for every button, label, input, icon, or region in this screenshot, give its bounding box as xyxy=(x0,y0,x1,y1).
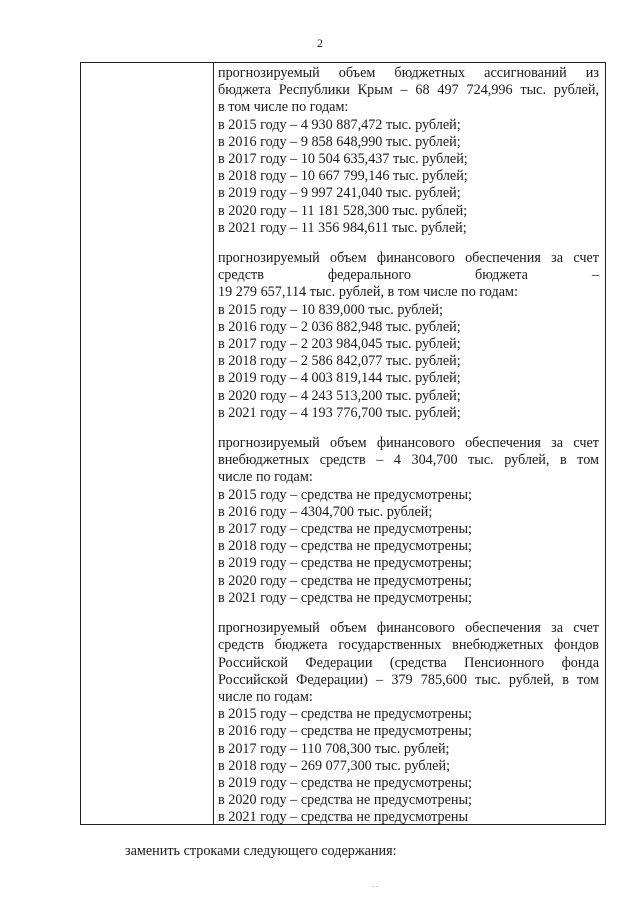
text-line: 19 279 657,114 тыс. рублей, в том числе по годам: xyxy=(218,284,518,301)
text-line: в 2016 году – 4304,700 тыс. рублей; xyxy=(218,503,433,520)
text-line: в 2021 году – 4 193 776,700 тыс. рублей; xyxy=(218,404,461,421)
funding-block xyxy=(218,620,599,826)
text-line: прогнозируемый объем финансового обеспечения за счет xyxy=(218,435,599,452)
funding-block xyxy=(218,250,599,422)
text-line: числе по годам: xyxy=(218,469,313,486)
text-line: прогнозируемый объем финансового обеспечения за счет xyxy=(218,250,599,267)
text-line: в 2021 году – 11 356 984,611 тыс. рублей; xyxy=(218,219,467,236)
text-line: прогнозируемый объем бюджетных ассигнований из xyxy=(218,65,599,81)
text-line: Российской Федерации) – 379 785,600 тыс. рублей, в том xyxy=(218,671,599,688)
text-line: в 2019 году – средства не предусмотрены; xyxy=(218,774,472,791)
text-line: в 2016 году – средства не предусмотрены; xyxy=(218,723,472,740)
text-line: в 2017 году – средства не предусмотрены; xyxy=(218,521,472,538)
page-number: 2 xyxy=(317,36,323,50)
text-line: в 2019 году – 4 003 819,144 тыс. рублей; xyxy=(218,370,461,387)
text-line: в 2019 году – 9 997 241,040 тыс. рублей; xyxy=(218,185,461,202)
funding-cell xyxy=(218,65,599,840)
text-line: в 2020 году – 11 181 528,300 тыс. рублей; xyxy=(218,202,468,219)
text-line: в 2015 году – 10 839,000 тыс. рублей; xyxy=(218,301,443,318)
text-line: в 2021 году – средства не предусмотрены xyxy=(218,809,469,826)
column-divider xyxy=(213,63,214,824)
text-line: средств федерального бюджета – xyxy=(218,267,599,284)
text-line: в 2020 году – средства не предусмотрены; xyxy=(218,572,472,589)
funding-block xyxy=(218,65,599,237)
scan-specks: . . xyxy=(372,880,378,889)
text-line: внебюджетных средств – 4 304,700 тыс. рублей, в том xyxy=(218,452,599,469)
text-line: в 2017 году – 110 708,300 тыс. рублей; xyxy=(218,740,450,757)
text-line: числе по годам: xyxy=(218,688,313,705)
text-line: в 2015 году – средства не предусмотрены; xyxy=(218,706,472,723)
text-line: в 2016 году – 2 036 882,948 тыс. рублей; xyxy=(218,318,461,335)
text-line: в 2015 году – средства не предусмотрены; xyxy=(218,486,472,503)
text-line: в 2018 году – средства не предусмотрены; xyxy=(218,538,472,555)
text-line: в 2018 году – 269 077,300 тыс. рублей; xyxy=(218,757,451,774)
trailer-text: заменить строками следующего содержания: xyxy=(125,843,397,859)
text-line: в 2020 году – средства не предусмотрены; xyxy=(218,792,472,809)
text-line: в том числе по годам: xyxy=(218,99,349,116)
text-line: в 2015 году – 4 930 887,472 тыс. рублей; xyxy=(218,116,461,133)
text-line: в 2020 году – 4 243 513,200 тыс. рублей; xyxy=(218,387,461,404)
text-line: в 2016 году – 9 858 648,990 тыс. рублей; xyxy=(218,133,461,150)
budget-table xyxy=(80,62,606,825)
text-line: Российской Федерации (средства Пенсионного фонда xyxy=(218,654,599,671)
text-line: в 2021 году – средства не предусмотрены; xyxy=(218,589,472,606)
text-line: бюджета Республики Крым – 68 497 724,996 тыс. рублей, xyxy=(218,82,599,99)
text-line: в 2017 году – 2 203 984,045 тыс. рублей; xyxy=(218,336,461,353)
text-line: в 2017 году – 10 504 635,437 тыс. рублей; xyxy=(218,151,468,168)
text-line: в 2019 году – средства не предусмотрены; xyxy=(218,555,472,572)
funding-block xyxy=(218,435,599,607)
text-line: прогнозируемый объем финансового обеспечения за счет xyxy=(218,620,599,637)
text-line: в 2018 году – 2 586 842,077 тыс. рублей; xyxy=(218,353,461,370)
text-line: в 2018 году – 10 667 799,146 тыс. рублей; xyxy=(218,168,468,185)
text-line: средств бюджета государственных внебюджетных фондов xyxy=(218,637,599,654)
